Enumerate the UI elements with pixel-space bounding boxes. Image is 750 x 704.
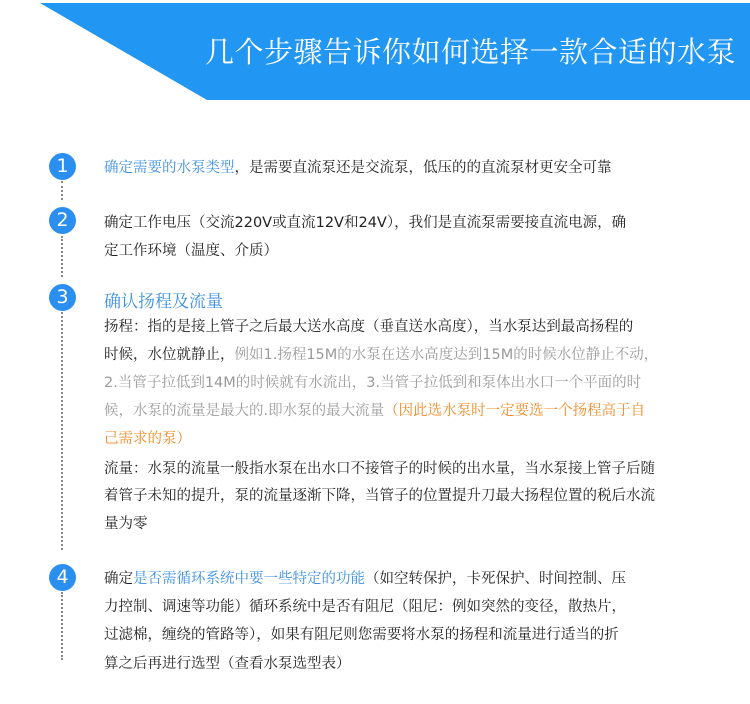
text-segment: 候，水泵的流量是最大的.即水泵的最大流量 <box>104 403 385 419</box>
step-number-badge: 2 <box>49 207 76 234</box>
text-segment: 2.当管子拉低到14M的时候就有水流出，3.当管子拉低到和泵体出水口一个平面的时 <box>104 375 642 391</box>
text-segment: 量为零 <box>104 516 148 532</box>
step-text-line <box>104 623 619 644</box>
text-segment: 扬程：指的是接上管子之后最大送水高度（垂直送水高度），当水泵达到最高扬程的 <box>104 319 634 335</box>
step-text-line <box>104 343 658 364</box>
dotted-connector <box>61 312 63 550</box>
dotted-connector <box>61 592 63 660</box>
step-text-line <box>104 652 351 673</box>
text-segment: 流量：水泵的流量一般指水泵在出水口不接管子的时候的出水量，当水泵接上管子后随 <box>104 461 655 477</box>
step-number-badge: 4 <box>49 564 76 591</box>
step-text-line <box>104 427 191 448</box>
text-segment: 是否需循环系统中要一些特定的功能 <box>133 571 365 587</box>
text-segment: 过滤棉，缠绕的管路等），如果有阻尼则您需要将水泵的扬程和流量进行适当的折 <box>104 627 619 643</box>
step-text-line <box>104 211 626 232</box>
page-title: 几个步骤告诉你如何选择一款合适的水泵 <box>204 35 736 69</box>
step-text-line <box>104 567 626 588</box>
text-segment: 算之后再进行选型（查看水泵选型表） <box>104 656 351 672</box>
text-segment: 确定 <box>104 571 133 587</box>
step-text-line <box>104 512 148 533</box>
text-segment: 例如1.扬程15M的水泵在送水高度达到15M的时候水位静止不动， <box>234 347 659 363</box>
text-segment: 己需求的泵） <box>104 431 191 447</box>
text-segment: 确定工作电压（交流220V或直流12V和24V），我们是直流泵需要接直流电源，确 <box>104 215 627 231</box>
text-segment: 时候，水位就静止， <box>104 347 235 363</box>
step-text-line <box>104 399 645 420</box>
dotted-connector <box>61 181 63 200</box>
step-title: 确认扬程及流量 <box>104 292 223 312</box>
step-text-line <box>104 315 633 336</box>
step-number-badge: 1 <box>49 153 76 180</box>
step-text-line <box>104 156 612 177</box>
step-number-badge: 3 <box>49 284 76 311</box>
text-segment: （如空转保护，卡死保护、时间控制、压 <box>365 571 626 587</box>
text-segment: 力控制、调速等功能）循环系统中是否有阻尼（阻尼：例如突然的变径，散热片， <box>104 599 626 615</box>
step-text-line <box>104 484 655 505</box>
text-segment: 着管子未知的提升，泵的流量逐渐下降，当管子的位置提升刀最大扬程位置的税后水流 <box>104 488 655 504</box>
text-segment: 确定需要的水泵类型 <box>104 160 235 176</box>
step-text-line <box>104 457 655 478</box>
dotted-connector <box>61 236 63 277</box>
step-text-line <box>104 371 641 392</box>
text-segment: 定工作环境（温度、介质） <box>104 243 278 259</box>
text-segment: （因此选水泵时一定要选一个扬程高于自 <box>384 403 646 419</box>
text-segment: ，是需要直流泵还是交流泵，低压的的直流泵材更安全可靠 <box>234 160 612 176</box>
step-text-line <box>104 595 626 616</box>
step-text-line <box>104 239 278 260</box>
